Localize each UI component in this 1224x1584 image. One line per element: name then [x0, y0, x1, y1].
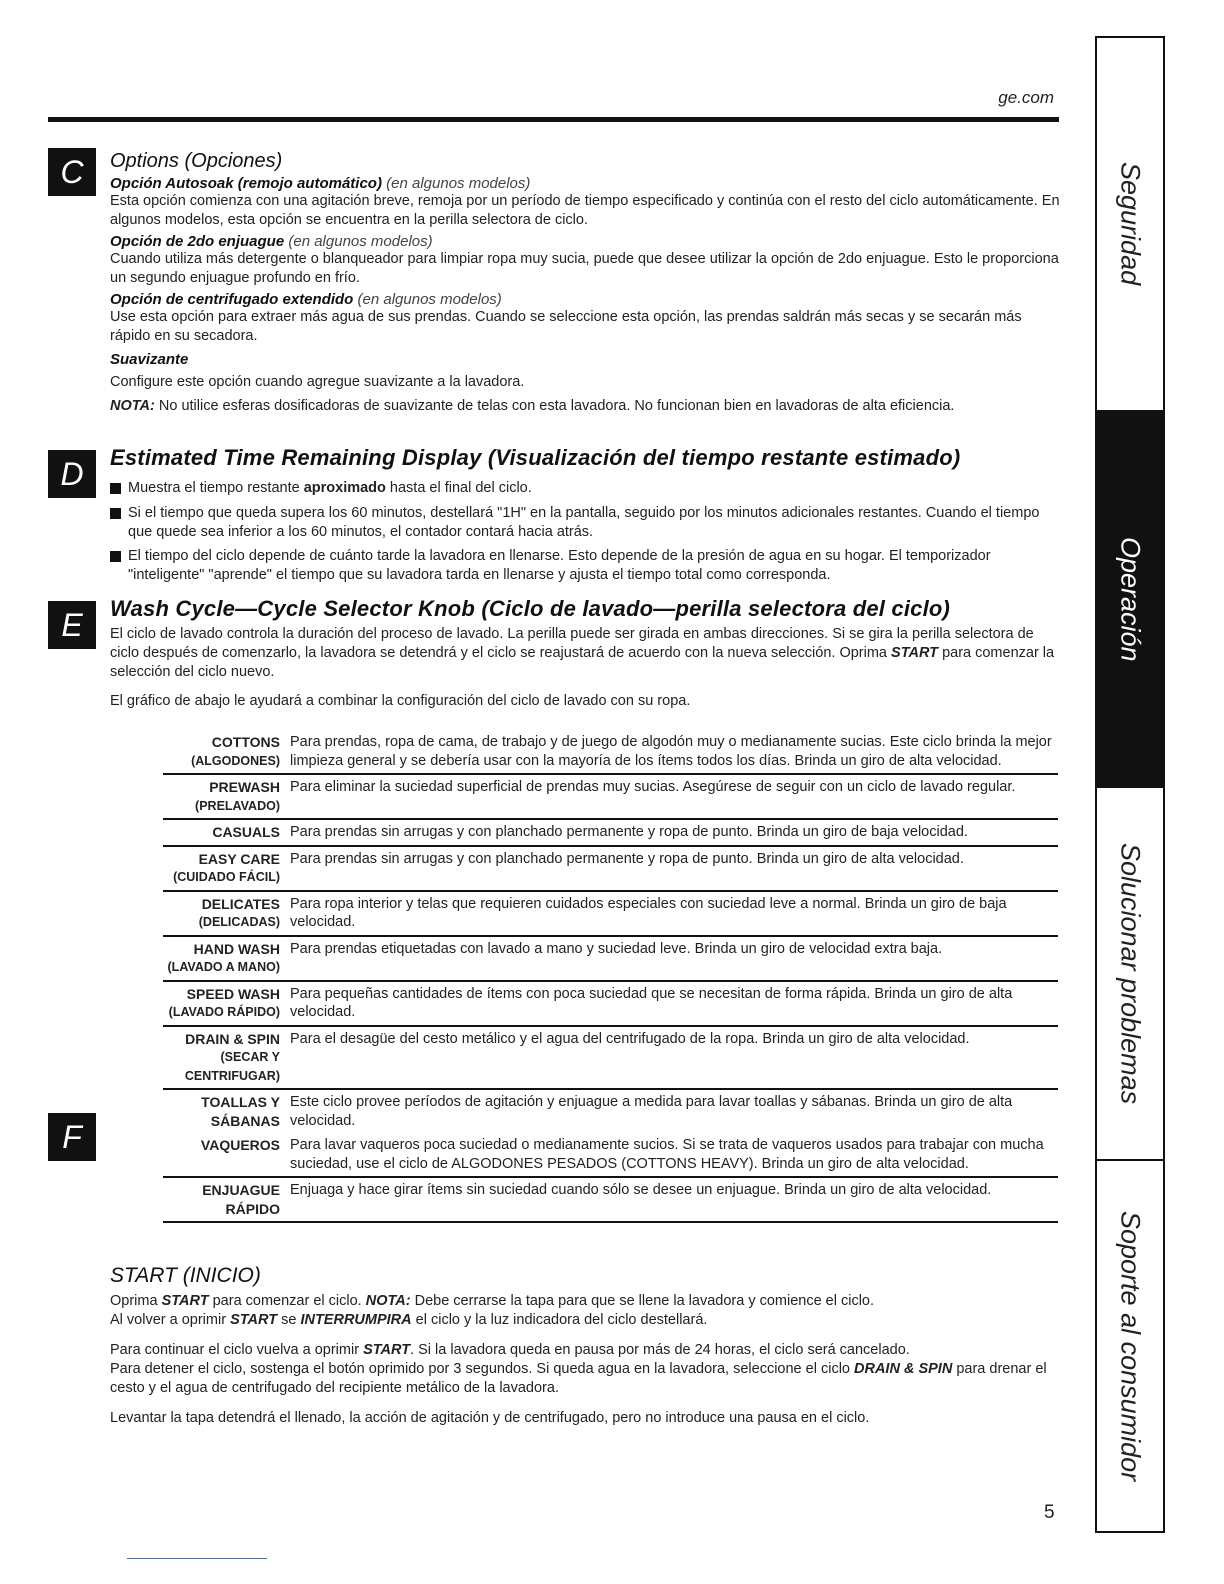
autosoak-title: Opción Autosoak (remojo automático) — [110, 175, 382, 192]
cycle-name-cell — [163, 1177, 290, 1222]
cycle-description: Este ciclo provee períodos de agitación y enjuague a medida para lavar toallas y sábanas. Brinda un giro de alta velocidad. — [290, 1094, 1013, 1129]
spin-note: (en algunos modelos) — [357, 291, 502, 308]
cycle-description: Para prendas, ropa de cama, de trabajo y de juego de algodón muy o medianamente sucias. Este ciclo brinda la mejor limpieza general y se debería usar con la mayoría de los ítems todos los días. Brinda un giro de alta velocidad. — [290, 730, 1058, 774]
site-url: ge.com — [998, 88, 1054, 107]
cycle-name: PREWASH — [209, 779, 280, 795]
cycle-name-cell — [163, 891, 290, 936]
header-rule — [48, 117, 1059, 122]
wash-paragraph-2: El gráfico de abajo le ayudará a combinar la configuración del ciclo de lavado con su ropa. — [110, 693, 691, 709]
cycle-row — [163, 1133, 1058, 1177]
section-letter-e: E — [48, 601, 96, 649]
display-bullet-3: El tiempo del ciclo depende de cuánto tarde la lavadora en llenarse. Esto depende de la presión de agua en su hogar. El temporizador "inteligente" "aprende" el tiempo que su lavadora tarda en llenarse y ajusta el tiempo total como corresponda. — [110, 547, 1060, 585]
display-title: Estimated Time Remaining Display (Visualización del tiempo restante estimado) — [110, 445, 961, 470]
cycle-name: ENJUAGUE RÁPIDO — [202, 1182, 280, 1217]
cycle-alt-name: (DELICADAS) — [198, 915, 280, 929]
softener-text: Configure este opción cuando agregue suavizante a la lavadora. — [110, 374, 525, 390]
cycle-row — [163, 1026, 1058, 1090]
rinse-note: (en algunos modelos) — [288, 233, 433, 250]
start-l3-start: START — [363, 1342, 411, 1358]
cycle-alt-name: (CUIDADO FÁCIL) — [173, 870, 280, 884]
section-letter-c: C — [48, 148, 96, 196]
display-section — [110, 445, 1060, 585]
start-line-2 — [110, 1311, 1060, 1330]
wash-paragraph-1 — [110, 625, 1060, 682]
rinse-title: Opción de 2do enjuague — [110, 233, 285, 250]
wash-title: Wash Cycle—Cycle Selector Knob (Ciclo de lavado—perilla selectora del ciclo) — [110, 596, 951, 621]
cycle-row — [163, 819, 1058, 846]
start-l1-start: START — [161, 1293, 209, 1309]
cycle-description: Para prendas etiquetadas con lavado a mano y suciedad leve. Brinda un giro de velocidad extra baja. — [290, 936, 1058, 981]
rinse-text: Cuando utiliza más detergente o blanqueador para limpiar ropa muy sucia, puede que desee utilizar la opción de 2do enjuague. Esto le proporciona un segundo enjuague profundo en frío. — [110, 251, 1059, 286]
start-l2-int: INTERRUMPIRA — [300, 1312, 412, 1328]
spin-text: Use esta opción para extraer más agua de sus prendas. Cuando se seleccione esta opción, las prendas saldrán más secas y se secarán más rápido en su secadora. — [110, 309, 1022, 344]
start-l1-c: Debe cerrarse la tapa para que se llene la lavadora y comience el ciclo. — [414, 1293, 875, 1309]
cycle-description: Para pequeñas cantidades de ítems con poca suciedad que se necesitan de forma rápida. Brinda un giro de alta velocidad. — [290, 981, 1058, 1026]
cycle-name-cell — [163, 730, 290, 774]
cycle-alt-name: (PRELAVADO) — [195, 798, 280, 813]
cycle-row — [163, 1089, 1058, 1133]
cycle-description: Para el desagüe del cesto metálico y el agua del centrifugado de la ropa. Brinda un giro de alta velocidad. — [290, 1026, 1058, 1090]
start-l2-c: el ciclo y la luz indicadora del ciclo destellará. — [415, 1312, 708, 1328]
side-tabs — [1095, 36, 1165, 1533]
cycle-description: Enjuaga y hace girar ítems sin suciedad cuando sólo se desee un enjuague. Brinda un giro de alta velocidad. — [290, 1177, 1058, 1222]
tab-operacion[interactable] — [1097, 410, 1163, 788]
cycle-row — [163, 936, 1058, 981]
cycle-name: COTTONS — [211, 734, 280, 750]
start-line-3 — [110, 1341, 1060, 1360]
rinse-heading — [110, 233, 1060, 250]
autosoak-text: Esta opción comienza con una agitación breve, remoja por un período de tiempo especificado y continúa con el resto del ciclo automáticamente. En algunos modelos, esta opción se encuentra en la perilla selectora de ciclo. — [110, 193, 1060, 228]
start-l3-b: . Si la lavadora queda en pausa por más de 24 horas, el ciclo será cancelado. — [410, 1342, 910, 1358]
tab-soporte-label: Soporte al consumidor — [1115, 1210, 1146, 1482]
autosoak-note: (en algunos modelos) — [386, 175, 531, 192]
cycle-description: Para ropa interior y telas que requieren cuidados especiales con suciedad leve a normal. Brinda un giro de baja velocidad. — [290, 891, 1058, 936]
nota-text: No utilice esferas dosificadoras de suavizante de telas con esta lavadora. No funcionan bien en lavadoras de alta eficiencia. — [158, 398, 955, 414]
cycle-row — [163, 846, 1058, 891]
display-bullet-2: Si el tiempo que queda supera los 60 minutos, destellará "1H" en la pantalla, seguido por los minutos adicionales restantes. Cuando el tiempo que quede sea inferior a los 60 minutos, el contador contará hacia atrás. — [110, 504, 1060, 542]
cycle-row — [163, 981, 1058, 1026]
start-line-1 — [110, 1292, 1060, 1311]
tab-seguridad-label: Seguridad — [1115, 162, 1146, 286]
cycle-alt-name: (ALGODONES) — [191, 753, 280, 768]
start-l2-a: Al volver a oprimir — [110, 1312, 227, 1328]
wash-section — [110, 596, 1060, 711]
section-letter-d: D — [48, 450, 96, 498]
cycle-name: VAQUEROS — [200, 1137, 280, 1153]
cycle-name: EASY CARE — [198, 850, 280, 867]
start-l1-a: Oprima — [110, 1293, 158, 1309]
nota-label: NOTA: — [110, 398, 155, 414]
cycle-description: Para prendas sin arrugas y con planchado permanente y ropa de punto. Brinda un giro de alta velocidad. — [290, 846, 1058, 891]
display-b1-post: hasta el final del ciclo. — [389, 480, 532, 496]
start-line-5: Levantar la tapa detendrá el llenado, la acción de agitación y de centrifugado, pero no introduce una pausa en el ciclo. — [110, 1410, 870, 1426]
start-l3-a: Para continuar el ciclo vuelva a oprimir — [110, 1342, 360, 1358]
cycle-name: HAND WASH — [193, 940, 280, 957]
start-l1-b: para comenzar el ciclo. — [212, 1293, 362, 1309]
cycle-row — [163, 774, 1058, 819]
cycle-name-cell — [163, 981, 290, 1026]
start-l1-nota: NOTA: — [365, 1293, 411, 1309]
cycle-table — [163, 730, 1058, 1223]
cycle-name-cell — [163, 819, 290, 846]
tab-seguridad[interactable] — [1097, 38, 1163, 410]
start-line-4 — [110, 1360, 1060, 1398]
cycle-alt-name: (LAVADO A MANO) — [167, 960, 280, 974]
start-section — [110, 1264, 1060, 1428]
cycle-description: Para prendas sin arrugas y con planchado permanente y ropa de punto. Brinda un giro de baja velocidad. — [290, 819, 1058, 846]
cycle-row — [163, 730, 1058, 774]
start-title: START (INICIO) — [110, 1264, 261, 1287]
start-l4-a: Para detener el ciclo, sostenga el botón oprimido por 3 segundos. Si queda agua en la lavadora, seleccione el ciclo — [110, 1361, 850, 1377]
spin-heading — [110, 291, 1060, 308]
display-b1-pre: Muestra el tiempo restante — [128, 480, 300, 496]
cycle-row — [163, 891, 1058, 936]
section-letter-f: F — [48, 1113, 96, 1161]
tab-operacion-label: Operación — [1115, 536, 1146, 662]
cycle-name-cell — [163, 936, 290, 981]
options-section — [110, 150, 1060, 416]
spin-title: Opción de centrifugado extendido — [110, 291, 354, 308]
cycle-description: Para lavar vaqueros poca suciedad o medianamente sucios. Si se trata de vaqueros usados para trabajar con mucha suciedad, use el ciclo de ALGODONES PESADOS (COTTONS HEAVY). Brinda un giro de alta velocidad. — [290, 1133, 1058, 1177]
autosoak-heading — [110, 175, 1060, 192]
display-b1-bold: aproximado — [303, 480, 386, 496]
wash-p1-start: START — [891, 645, 939, 661]
options-title: Options (Opciones) — [110, 150, 283, 172]
tab-solucionar-label: Solucionar problemas — [1115, 842, 1146, 1105]
softener-title: Suavizante — [110, 351, 189, 368]
cycle-name-cell — [163, 846, 290, 891]
start-l2-b: se — [281, 1312, 297, 1328]
start-l4-b: para drenar el cesto y el agua de centrifugado del recipiente metálico de la lavadora. — [110, 1361, 1047, 1396]
display-bullet-1 — [110, 479, 1060, 498]
cycle-description: Para eliminar la suciedad superficial de prendas muy sucias. Asegúrese de seguir con un ciclo de lavado regular. — [290, 774, 1058, 819]
decorative-link-line — [127, 1558, 267, 1559]
cycle-name-cell — [163, 1133, 290, 1177]
cycle-name: DRAIN & SPIN — [185, 1030, 280, 1047]
tab-solucionar[interactable] — [1097, 788, 1163, 1159]
cycle-name-cell — [163, 774, 290, 819]
cycle-name: CASUALS — [212, 824, 280, 840]
cycle-alt-name: (SECAR Y CENTRIFUGAR) — [184, 1050, 280, 1083]
wash-p1-post: para comenzar la selección del ciclo nuevo. — [110, 645, 1055, 680]
cycle-name: TOALLAS Y SÁBANAS — [201, 1094, 280, 1129]
start-l2-start: START — [230, 1312, 278, 1328]
start-l4-ds: DRAIN & SPIN — [854, 1361, 953, 1377]
cycle-row — [163, 1177, 1058, 1222]
wash-p1-pre: El ciclo de lavado controla la duración del proceso de lavado. La perilla puede ser girada en ambas direcciones. Si se gira la perilla selectora de ciclo después de comenzarlo, la lavadora se detendrá y el ciclo se reajustará de acuerdo con la nueva selección. Oprima — [110, 626, 1034, 661]
page-number: 5 — [1044, 1502, 1055, 1523]
cycle-name: DELICATES — [201, 895, 280, 912]
cycle-name-cell — [163, 1089, 290, 1133]
softener-nota — [110, 397, 1060, 416]
tab-soporte[interactable] — [1097, 1161, 1163, 1531]
cycle-name-cell — [163, 1026, 290, 1090]
cycle-name: SPEED WASH — [186, 985, 280, 1002]
cycle-alt-name: (LAVADO RÁPIDO) — [168, 1005, 280, 1019]
